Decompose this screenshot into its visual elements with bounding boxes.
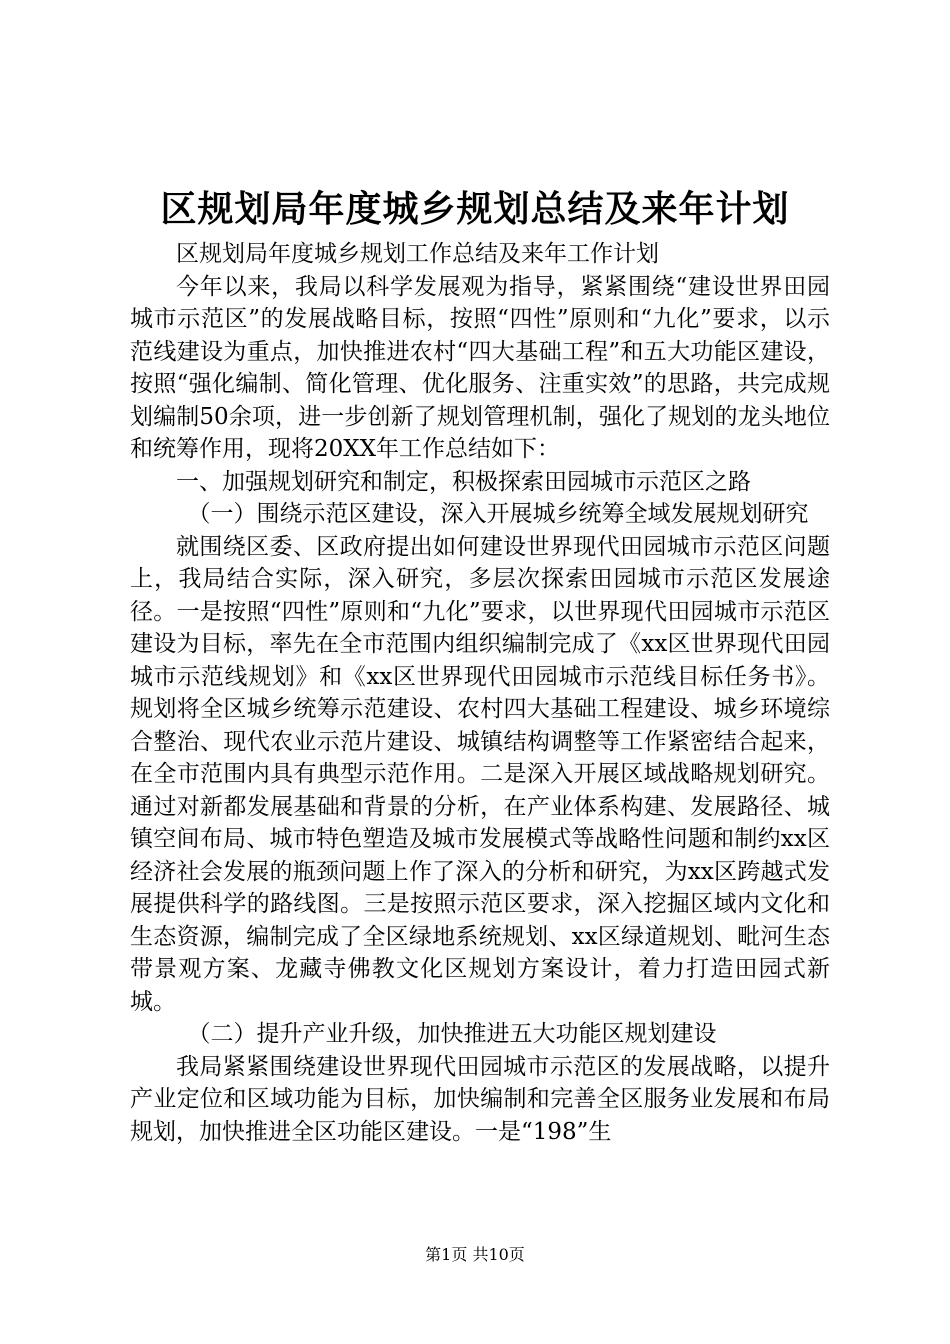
page-footer: 第1页 共10页 [425,1245,525,1264]
document-title: 区规划局年度城乡规划总结及来年计划 [160,189,790,230]
section-heading: 一、加强规划研究和制定，积极探索田园城市示范区之路 [176,468,751,495]
body-paragraph-1: 就围绕区委、区政府提出如何建设世界现代田园城市示范区问题上，我局结合实际，深入研究，多层次探索田园城市示范区发展途径。一是按照“四性”原则和“九化”要求，以世界现代田园城市示范区建设为目标，率先在全市范围内组织编制完成了《xx区世界现代田园城市示范线规划》和《xx区世界现代田园城市示范线目标任务书》。规划将全区城乡统筹示范建设、农村四大基础工程建设、城乡环境综合整治、现代农业示范片建设、城镇结构调整等工作紧密结合起来，在全市范围内具有典型示范作用。二是深入开展区域战略规划研究。通过对新都发展基础和背景的分析，在产业体系构建、发展路径、城镇空间布局、城市特色塑造及城市发展模式等战略性问题和制约xx区经济社会发展的瓶颈问题上作了深入的分析和研究，为xx区跨越式发展提供科学的路线图。三是按照示范区要求，深入挖掘区域内文化和生态资源，编制完成了全区绿地系统规划、xx区绿道规划、毗河生态带景观方案、龙藏寺佛教文化区规划方案设计，着力打造田园式新城。 [130,533,830,1015]
subsection-heading-2: （二）提升产业升级，加快推进五大功能区规划建设 [187,1021,717,1047]
body-paragraph-2: 我局紧紧围绕建设世界现代田园城市示范区的发展战略，以提升产业定位和区域功能为目标，加快编制和完善全区服务业发展和布局规划，加快推进全区功能区建设。一是“198”生 [130,1053,830,1145]
document-body [130,238,830,1148]
subsection-heading-1: （一）围绕示范区建设，深入开展城乡统筹全域发展规划研究 [187,501,809,527]
subtitle-paragraph: 区规划局年度城乡规划工作总结及来年工作计划 [176,241,659,267]
intro-paragraph: 今年以来，我局以科学发展观为指导，紧紧围绕“建设世界田园城市示范区”的发展战略目标，按照“四性”原则和“九化”要求，以示范线建设为重点，加快推进农村“四大基础工程”和五大功能区建设，按照“强化编制、简化管理、优化服务、注重实效”的思路，共完成规划编制50余项，进一步创新了规划管理机制，强化了规划的龙头地位和统筹作用，现将20XX年工作总结如下： [130,273,830,462]
